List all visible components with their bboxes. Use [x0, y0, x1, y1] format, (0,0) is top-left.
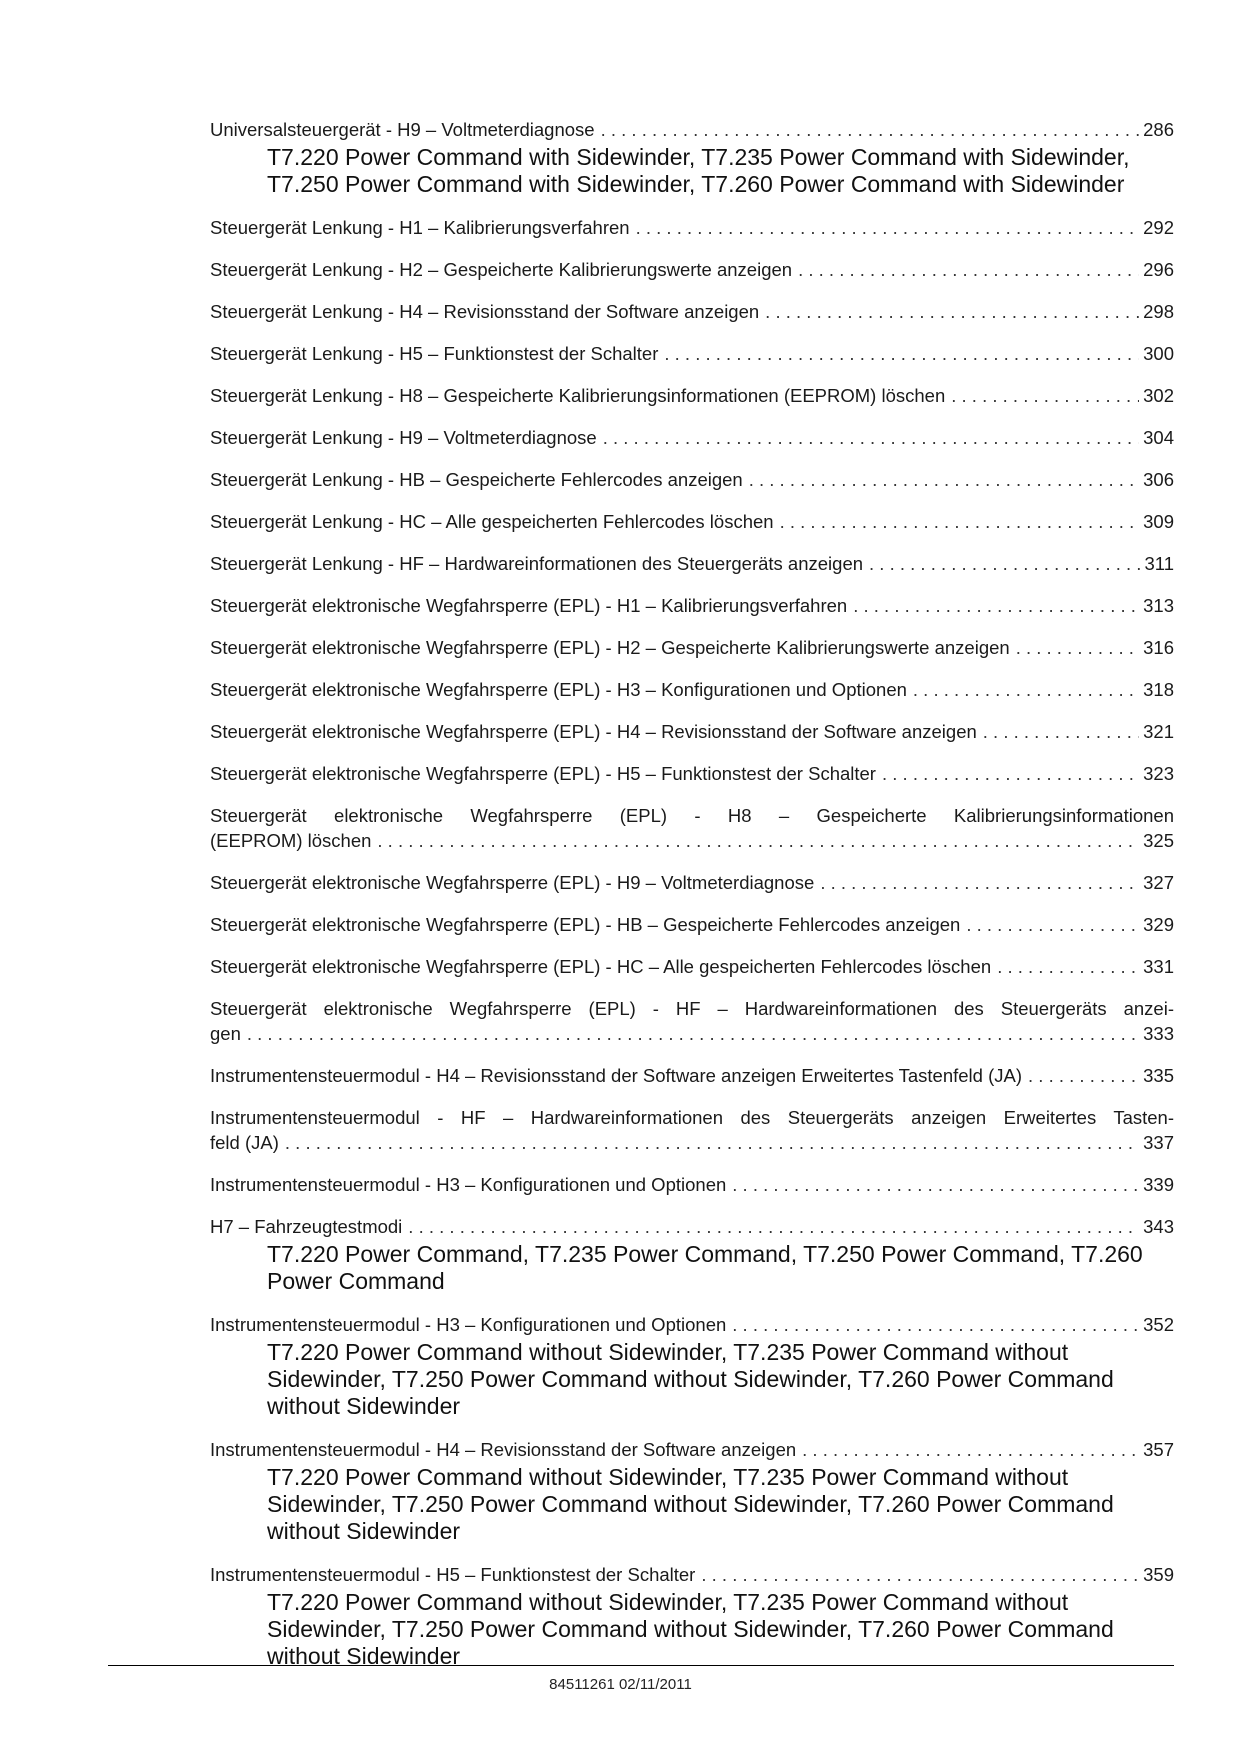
dot-leader	[377, 828, 1139, 853]
toc-entry[interactable]	[210, 257, 1174, 282]
toc-entry-title: Steuergerät Lenkung - H1 – Kalibrierungsverfahren	[210, 217, 630, 238]
footer-rule	[108, 1665, 1174, 1666]
toc-entry-models: T7.220 Power Command without Sidewinder, T7.235 Power Command without Sidewinder, T7.250 Power Command without Sidewinder, T7.260 Power Command without Sidewinder	[267, 1589, 1114, 1669]
toc-entry[interactable]	[210, 1214, 1174, 1295]
dot-leader	[997, 954, 1139, 979]
toc-entry-page-number: 296	[1143, 259, 1174, 280]
toc-entry-models: T7.220 Power Command without Sidewinder, T7.235 Power Command without Sidewinder, T7.250 Power Command without Sidewinder, T7.260 Power Command without Sidewinder	[267, 1339, 1114, 1419]
toc-entry[interactable]	[210, 593, 1174, 618]
toc-entry-line	[210, 1437, 1174, 1462]
dot-leader	[636, 215, 1140, 240]
toc-entry[interactable]	[210, 215, 1174, 240]
toc-entry-line	[210, 761, 1174, 786]
toc-entry-line	[210, 117, 1174, 142]
toc-entry-title: Steuergerät Lenkung - H5 – Funktionstest der Schalter	[210, 343, 659, 364]
toc-entry-page-number: 352	[1143, 1314, 1174, 1335]
toc-entry-page-number: 321	[1143, 721, 1174, 742]
toc-entry-page-number: 343	[1143, 1216, 1174, 1237]
toc-entry[interactable]	[210, 954, 1174, 979]
toc-entry-title: Instrumentensteuermodul - H4 – Revisionsstand der Software anzeigen Erweitertes Tastenfeld (JA)	[210, 1065, 1023, 1086]
dot-leader	[601, 117, 1140, 142]
dot-leader	[732, 1312, 1139, 1337]
toc-entry-line	[210, 341, 1174, 366]
toc-entry-title: Steuergerät elektronische Wegfahrsperre (EPL) - H5 – Funktionstest der Schalter	[210, 763, 876, 784]
toc-entry-title: Steuergerät elektronische Wegfahrsperre (EPL) - H4 – Revisionsstand der Software anzeigen	[210, 721, 977, 742]
toc-entry-title: Universalsteuergerät - H9 – Voltmeterdiagnose	[210, 119, 595, 140]
toc-entry[interactable]	[210, 425, 1174, 450]
toc-entry-title: Instrumentensteuermodul - H4 – Revisionsstand der Software anzeigen	[210, 1439, 797, 1460]
toc-entry[interactable]	[210, 1063, 1174, 1088]
toc-entry-models: T7.220 Power Command, T7.235 Power Command, T7.250 Power Command, T7.260 Power Command	[267, 1241, 1143, 1294]
toc-entry[interactable]	[210, 996, 1174, 1046]
toc-entry[interactable]	[210, 383, 1174, 408]
toc-entry[interactable]	[210, 1105, 1174, 1155]
dot-leader	[820, 870, 1139, 895]
dot-leader	[853, 593, 1139, 618]
toc-entry[interactable]	[210, 467, 1174, 492]
dot-leader	[798, 257, 1139, 282]
toc-entry-line	[210, 870, 1174, 895]
toc-entry-page-number: 302	[1143, 385, 1174, 406]
toc-entry-line	[210, 215, 1174, 240]
toc-entry-page-number: 357	[1143, 1439, 1174, 1460]
toc-entry-page-number: 329	[1143, 914, 1174, 935]
toc-entry-page-number: 318	[1143, 679, 1174, 700]
toc-entry-line	[210, 467, 1174, 492]
toc-entry-page-number: 311	[1144, 553, 1174, 574]
toc-entry-line	[210, 635, 1174, 660]
dot-leader	[701, 1562, 1139, 1587]
dot-leader	[732, 1172, 1139, 1197]
footer-doc-id: 84511261 02/11/2011	[549, 1676, 692, 1693]
dot-leader	[869, 551, 1140, 576]
toc-entry-page-number: 286	[1143, 119, 1174, 140]
dot-leader	[966, 912, 1139, 937]
toc-entry-page-number: 323	[1143, 763, 1174, 784]
toc-entry-title: Instrumentensteuermodul - H5 – Funktionstest der Schalter	[210, 1564, 696, 1585]
toc-entry-title: Steuergerät Lenkung - HB – Gespeicherte Fehlercodes anzeigen	[210, 469, 743, 490]
toc-entry[interactable]	[210, 299, 1174, 324]
toc-entry-page-number: 300	[1143, 343, 1174, 364]
toc-entry-line	[210, 719, 1174, 744]
toc-entry-line	[210, 1562, 1174, 1587]
toc-entry-title: Steuergerät Lenkung - H2 – Gespeicherte Kalibrierungswerte anzeigen	[210, 259, 793, 280]
toc-entry-title: H7 – Fahrzeugtestmodi	[210, 1216, 403, 1237]
toc-entry-title: Steuergerät Lenkung - HF – Hardwareinformationen des Steuergeräts anzeigen	[210, 553, 864, 574]
dot-leader	[408, 1214, 1139, 1239]
toc-entry[interactable]	[210, 635, 1174, 660]
toc-entry-line	[210, 1063, 1174, 1088]
toc-entry-line	[210, 1312, 1174, 1337]
toc-entry-line	[210, 1172, 1174, 1197]
toc-entry-title: Steuergerät elektronische Wegfahrsperre (EPL) - HB – Gespeicherte Fehlercodes anzeigen	[210, 914, 961, 935]
dot-leader	[882, 761, 1139, 786]
toc-entry-models: T7.220 Power Command without Sidewinder, T7.235 Power Command without Sidewinder, T7.250 Power Command without Sidewinder, T7.260 Power Command without Sidewinder	[267, 1464, 1114, 1544]
toc-entry-title: Steuergerät Lenkung - HC – Alle gespeicherten Fehlercodes löschen	[210, 511, 774, 532]
toc-entry[interactable]	[210, 912, 1174, 937]
dot-leader	[285, 1130, 1139, 1155]
toc-entry-page-number: 337	[1143, 1132, 1174, 1153]
toc-entry-page-number: 309	[1143, 511, 1174, 532]
toc-entry-title: Steuergerät elektronische Wegfahrsperre (EPL) - H2 – Gespeicherte Kalibrierungswerte anzeigen	[210, 637, 1010, 658]
dot-leader	[1028, 1063, 1139, 1088]
toc-entry-line	[210, 828, 1174, 853]
toc-entry-page-number: 316	[1143, 637, 1174, 658]
dot-leader	[983, 719, 1139, 744]
toc-entry-title: (EEPROM) löschen	[210, 830, 372, 851]
dot-leader	[780, 509, 1140, 534]
toc-entry-page-number: 292	[1143, 217, 1174, 238]
dot-leader	[765, 299, 1139, 324]
toc-entry-line	[210, 1214, 1174, 1239]
toc-entry-line	[210, 593, 1174, 618]
toc-entry[interactable]	[210, 341, 1174, 366]
toc-entry-page-number: 327	[1143, 872, 1174, 893]
toc-entry-line	[210, 299, 1174, 324]
toc-entry-page-number: 333	[1143, 1023, 1174, 1044]
toc-entry[interactable]	[210, 1562, 1174, 1670]
toc-entry-title: gen	[210, 1023, 241, 1044]
dot-leader	[1016, 635, 1139, 660]
toc-entry[interactable]	[210, 1437, 1174, 1545]
dot-leader	[664, 341, 1139, 366]
toc-entry-page-number: 306	[1143, 469, 1174, 490]
toc-entry[interactable]	[210, 677, 1174, 702]
toc-entry-page-number: 304	[1143, 427, 1174, 448]
toc-entry-title: Steuergerät Lenkung - H8 – Gespeicherte Kalibrierungsinformationen (EEPROM) löschen	[210, 385, 946, 406]
toc-entry[interactable]	[210, 551, 1174, 576]
toc-entry-title: Instrumentensteuermodul - H3 – Konfigurationen und Optionen	[210, 1174, 727, 1195]
toc-entry[interactable]	[210, 1312, 1174, 1420]
toc-entry-page-number: 359	[1143, 1564, 1174, 1585]
toc-entry-title: Steuergerät elektronische Wegfahrsperre (EPL) - H3 – Konfigurationen und Optionen	[210, 679, 907, 700]
toc-entry-line	[210, 677, 1174, 702]
dot-leader	[247, 1021, 1139, 1046]
toc-entry-page-number: 339	[1143, 1174, 1174, 1195]
toc-entry-line	[210, 954, 1174, 979]
dot-leader	[749, 467, 1139, 492]
toc-entry-title-line1: Instrumentensteuermodul - HF – Hardwareinformationen des Steuergeräts anzeigen Erweitertes Tasten-	[210, 1107, 1174, 1128]
toc-entry[interactable]	[210, 1172, 1174, 1197]
toc-entry-title: Steuergerät Lenkung - H4 – Revisionsstand der Software anzeigen	[210, 301, 760, 322]
dot-leader	[603, 425, 1139, 450]
toc-entry-page-number: 335	[1143, 1065, 1174, 1086]
toc-entry[interactable]	[210, 761, 1174, 786]
toc-entry-line	[210, 912, 1174, 937]
toc-entry-line	[210, 1021, 1174, 1046]
toc-entry-title: Steuergerät elektronische Wegfahrsperre (EPL) - H9 – Voltmeterdiagnose	[210, 872, 815, 893]
toc-entry-title: Steuergerät elektronische Wegfahrsperre (EPL) - HC – Alle gespeicherten Fehlercodes löschen	[210, 956, 992, 977]
toc-entry[interactable]	[210, 719, 1174, 744]
toc-entry-models: T7.220 Power Command with Sidewinder, T7.235 Power Command with Sidewinder, T7.250 Power Command with Sidewinder, T7.260 Power Command with Sidewinder	[267, 144, 1130, 197]
toc-entry-title: Steuergerät Lenkung - H9 – Voltmeterdiagnose	[210, 427, 597, 448]
toc-entry-page-number: 325	[1143, 830, 1174, 851]
toc-entry-title-line1: Steuergerät elektronische Wegfahrsperre (EPL) - H8 – Gespeicherte Kalibrierungsinformationen	[210, 805, 1174, 826]
toc-entry-line	[210, 1130, 1174, 1155]
toc-entry-title: Instrumentensteuermodul - H3 – Konfigurationen und Optionen	[210, 1314, 727, 1335]
toc-entry-line	[210, 257, 1174, 282]
toc-entry-title: Steuergerät elektronische Wegfahrsperre (EPL) - H1 – Kalibrierungsverfahren	[210, 595, 848, 616]
dot-leader	[951, 383, 1139, 408]
toc-entry-page-number: 298	[1143, 301, 1174, 322]
toc-entry-line	[210, 509, 1174, 534]
toc-entry[interactable]	[210, 870, 1174, 895]
toc-entry-title: feld (JA)	[210, 1132, 279, 1153]
dot-leader	[913, 677, 1139, 702]
toc-entry[interactable]	[210, 117, 1174, 198]
toc-entry-line	[210, 383, 1174, 408]
toc-entry-line	[210, 425, 1174, 450]
toc-entry[interactable]	[210, 509, 1174, 534]
dot-leader	[802, 1437, 1139, 1462]
toc-entry-page-number: 313	[1143, 595, 1174, 616]
toc-entry[interactable]	[210, 803, 1174, 853]
table-of-contents	[210, 117, 1174, 1687]
toc-entry-line	[210, 551, 1174, 576]
toc-entry-title-line1: Steuergerät elektronische Wegfahrsperre (EPL) - HF – Hardwareinformationen des Steuergeräts anzei-	[210, 998, 1174, 1019]
toc-entry-page-number: 331	[1143, 956, 1174, 977]
